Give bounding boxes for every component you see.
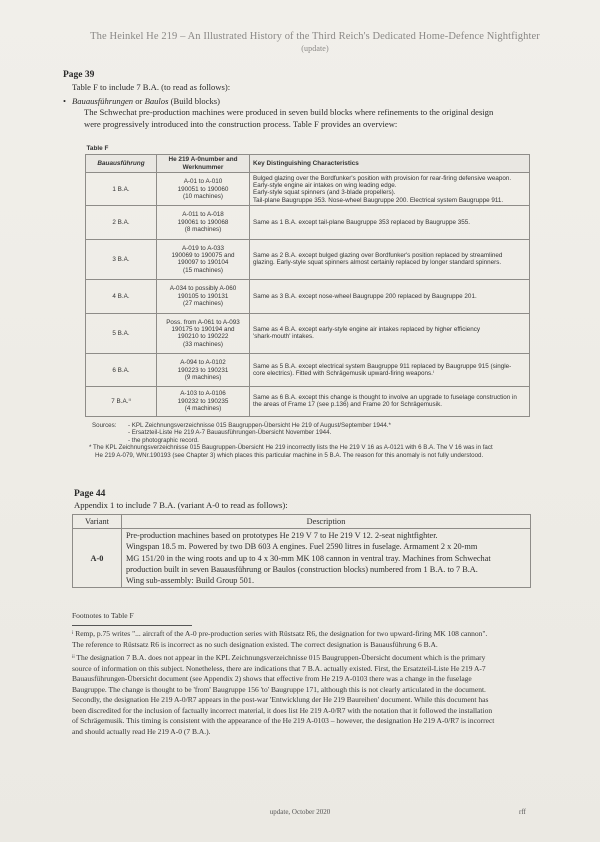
number-line: Poss. from A-061 to A-093 <box>166 318 240 326</box>
number-cell <box>157 280 250 313</box>
footnote-2 <box>72 653 540 737</box>
footnote-2-line: Secondly, the designation He 219 A-0/R7 appears in the post-war 'Entwicklung der He 219 Baureihen' document. While this document has <box>72 695 489 704</box>
footnotes-title: Footnotes to Table F <box>72 611 134 620</box>
number-line: 190210 to 190222 <box>177 333 229 341</box>
footnote-1-line: ⁱ Remp, p.75 writes "... aircraft of the A-0 pre-production series with Rüstsatz R6, the designation for two upward-firing MK 108 cannon". <box>72 629 488 638</box>
footnote-2-line: ⁱⁱ The designation 7 B.A. does not appear in the KPL Zeichnungsverzeichnisse 015 Baugruppen-Übersicht document which is the primary <box>72 653 486 662</box>
intro-paragraph <box>84 107 544 130</box>
appendix-variant-table <box>72 514 531 588</box>
number-line: (27 machines) <box>183 300 223 308</box>
characteristics-line: Tail-plane Baugruppe 353. Nose-wheel Baugruppe 200. Electrical system Baugruppe 911. <box>253 196 504 204</box>
footer-date: update, October 2020 <box>269 808 331 816</box>
ba-cell: 1 B.A. <box>86 173 157 206</box>
table-f-row <box>86 354 530 387</box>
bullet-term-2: Baulos <box>144 96 169 106</box>
footer-initials: rff <box>519 808 526 816</box>
number-line: (15 machines) <box>183 266 223 274</box>
running-header <box>40 31 590 55</box>
number-line: 190223 to 190231 <box>177 366 229 374</box>
characteristics-cell <box>250 387 530 416</box>
number-cell <box>157 173 250 206</box>
bullet-term-1: Bauausführungen <box>72 96 134 106</box>
table-f-caption: Table F <box>86 145 530 155</box>
characteristics-line: Bulged glazing over the Bordfunker's position with provision for rear-firing defensive weapon. <box>253 174 512 182</box>
footnote-2-line: been discredited for the inclusion of factually incorrect material, it does list He 219 A-0/R7 with the notation that it followed the installation <box>72 705 493 715</box>
table-f-row <box>86 173 530 206</box>
source-note-line-2: He 219 A-079, WNr.190193 (see Chapter 3) which places this particular machine in 5 B.A. The reason for this anomaly is not fully understood. <box>95 451 484 459</box>
number-cell <box>157 206 250 239</box>
intro-line-2: were progressively introduced into the construction process. Table F provides an overview: <box>84 118 398 129</box>
bullet-or: or <box>133 96 145 106</box>
description-line: production built in seven Bauausführung or Baulos (construction blocks) numbered from 1 B.A. to 7 B.A. <box>126 564 478 574</box>
footnote-2-line: Baugruppe. The change is thought to be 'from' Baugruppe 156 'to' Baugruppe 171, although this is not clearly articulated in the document. <box>72 684 486 694</box>
page-44-heading: Page 44 <box>74 489 106 499</box>
characteristics-line: Same as 6 B.A. except this change is thought to involve an upgrade to fuselage construction in <box>253 394 517 402</box>
table-f-header-row <box>86 155 530 173</box>
characteristics-line: core electrics). Fitted with Schrägemusik upward-firing weapons.ⁱ <box>253 370 435 378</box>
footnote-2-line: Bauausführungen-Übersicht document (see Appendix 2) shows that effective from He 219 A-0103 there was a change in the fuselage <box>72 674 472 683</box>
footnote-1-line: The reference to Rüstsatz R6 is incorrect as no such designation existed. The correct designation is Bauausführung 6 B.A. <box>72 639 438 649</box>
number-cell <box>157 239 250 280</box>
description-line: Wingspan 18.5 m. Powered by two DB 603 A engines. Fuel 2590 litres in fuselage. Armament 2 x 20-mm <box>126 542 478 552</box>
number-cell <box>157 313 250 354</box>
source-note-line-1: * The KPL Zeichnungsverzeichnisse 015 Baugruppen-Übersicht He 219 incorrectly lists the He 219 V 16 as A-0121 with 6 B.A. The V 16 was in fact <box>89 444 493 452</box>
number-cell <box>157 354 250 387</box>
characteristics-line: Same as 5 B.A. except electrical system Baugruppe 911 replaced by Baugruppe 915 (single- <box>253 362 512 370</box>
ba-cell: 5 B.A. <box>86 313 157 354</box>
number-line: (10 machines) <box>183 193 223 201</box>
number-line: 190175 to 190194 and <box>171 325 235 333</box>
header-title: The Heinkel He 219 – An Illustrated History of the Third Reich's Dedicated Home-Defence Nightfighter <box>90 31 540 42</box>
characteristics-line: Same as 3 B.A. except nose-wheel Baugruppe 200 replaced by Baugruppe 201. <box>253 292 477 300</box>
number-line: A-01 to A-010 <box>183 178 223 186</box>
table-f-instruction: Table F to include 7 B.A. (to read as follows): <box>72 82 231 92</box>
sources-label: Sources: <box>92 422 117 429</box>
variant-description <box>122 529 531 588</box>
number-line: 190232 to 190235 <box>177 397 229 405</box>
footnote-2-line: source of information on this subject. Nonetheless, there are indications that 7 B.A. actually existed. First, the Ersatzteil-Liste He 219 A-7 <box>72 663 486 673</box>
source-line: - the photographic record. <box>128 436 199 444</box>
footnote-rule <box>72 625 192 626</box>
footnote-1 <box>72 629 540 650</box>
characteristics-line: 'shark-mouth' intakes. <box>253 333 314 341</box>
table-f-row <box>86 206 530 239</box>
appendix-instruction: Appendix 1 to include 7 B.A. (variant A-0 to read as follows): <box>74 500 288 510</box>
characteristics-cell <box>250 206 530 239</box>
characteristics-cell <box>250 239 530 280</box>
description-line: Wing sub-assembly: Build Group 501. <box>126 576 255 586</box>
intro-line-1: The Schwechat pre-production machines were produced in seven build blocks where refinements to the original design <box>84 107 494 117</box>
number-line: 190061 to 190068 <box>177 218 229 226</box>
characteristics-line: the areas of Frame 17 (see p.136) and Frame 20 for Schrägemusik. <box>253 401 442 409</box>
characteristics-line: Same as 4 B.A. except early-style engine air intakes replaced by higher efficiency <box>253 325 481 333</box>
ba-cell: 3 B.A. <box>86 239 157 280</box>
source-line: - Ersatzteil-Liste He 219 A-7 Bauausführungen-Übersicht November 1944. <box>128 429 332 437</box>
col-header-number: He 219 A-0number and Werknummer <box>157 155 250 173</box>
variant-cell: A-0 <box>73 529 122 588</box>
number-line: 190051 to 190060 <box>177 185 229 193</box>
number-line: A-094 to A-0102 <box>180 359 226 367</box>
table-f <box>85 145 530 417</box>
number-line: (9 machines) <box>184 373 222 381</box>
footnote-2-line: and should actually read He 219 A-0 (7 B.A.). <box>72 726 211 736</box>
number-line: A-034 to possibly A-060 <box>169 285 237 293</box>
bullet-icon: • <box>63 96 67 106</box>
description-line: Pre-production machines based on prototypes He 219 V 7 to He 219 V 12. 2-seat nightfighter. <box>126 531 438 541</box>
number-line: 190097 to 190104 <box>177 259 229 267</box>
source-line: - KPL Zeichnungsverzeichnisse 015 Baugruppen-Übersicht He 219 of August/September 1944.* <box>128 422 391 429</box>
col-header-characteristics: Key Distinguishing Characteristics <box>250 155 530 173</box>
appendix-header-row <box>73 515 531 529</box>
appendix-row-a0 <box>73 529 531 588</box>
ba-cell: 7 B.A.ⁱⁱ <box>86 387 157 416</box>
build-blocks-bullet <box>63 96 220 106</box>
table-f-row <box>86 280 530 313</box>
table-f-row <box>86 239 530 280</box>
characteristics-line: Same as 1 B.A. except tail-plane Baugruppe 353 replaced by Baugruppe 355. <box>253 218 471 226</box>
number-line: 190105 to 190131 <box>177 292 229 300</box>
number-line: (8 machines) <box>184 226 222 234</box>
characteristics-cell <box>250 280 530 313</box>
characteristics-cell <box>250 173 530 206</box>
col-header-description: Description <box>122 515 531 529</box>
number-line: A-011 to A-018 <box>182 211 224 219</box>
ba-cell: 4 B.A. <box>86 280 157 313</box>
number-line: A-019 to A-033 <box>181 244 224 252</box>
ba-cell: 2 B.A. <box>86 206 157 239</box>
number-line: 190069 to 190075 and <box>171 252 235 260</box>
col-header-variant: Variant <box>73 515 122 529</box>
number-line: (4 machines) <box>184 405 222 413</box>
table-f-row <box>86 313 530 354</box>
number-cell <box>157 387 250 416</box>
characteristics-line: glazing. Early-style squat spinners almost certainly replaced by longer standard spinners. <box>253 259 502 267</box>
characteristics-cell <box>250 354 530 387</box>
table-f-row <box>86 387 530 416</box>
characteristics-line: Early-style squat spinners (and 3-blade propellers). <box>253 189 396 197</box>
footnote-2-line: of Schrägemusik. This timing is consistent with the appearance of the He 219 A-0103 – however, the designation He 219 A-0/R7 is incorrect <box>72 716 495 725</box>
number-line: A-103 to A-0106 <box>180 390 226 398</box>
characteristics-line: Same as 2 B.A. except bulged glazing over Bordfunker's position replaced by streamlined <box>253 252 503 260</box>
description-line: MG 151/20 in the wing roots and up to 4 x 30-mm MK 108 cannon in ventral tray. Machines from Schwechat <box>126 553 491 563</box>
header-subtitle: (update) <box>301 44 329 53</box>
page-39-heading: Page 39 <box>63 70 95 80</box>
characteristics-cell <box>250 313 530 354</box>
number-line: (33 machines) <box>183 340 223 348</box>
col-header-bauausfuehrung: Bauausführung <box>86 155 157 173</box>
characteristics-line: Early-style engine air intakes on wing leading edge. <box>253 181 397 189</box>
table-sources <box>89 422 493 459</box>
bullet-rest: (Build blocks) <box>168 96 221 106</box>
ba-cell: 6 B.A. <box>86 354 157 387</box>
